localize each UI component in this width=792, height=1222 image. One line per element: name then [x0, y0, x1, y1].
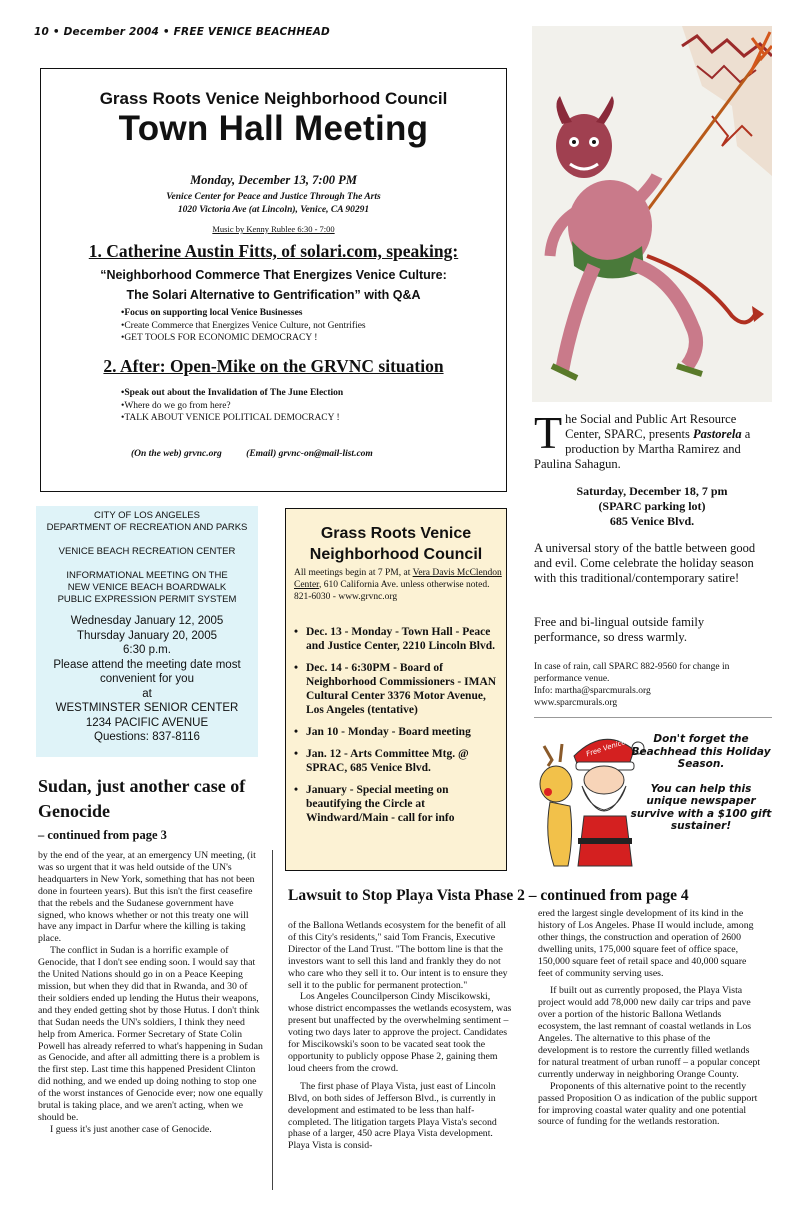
- list-item: • Dec. 13 - Monday - Town Hall - Peace and Justice Center, 2210 Lincoln Blvd.: [294, 625, 506, 653]
- sparc-event-details: [534, 484, 770, 529]
- bullet: •Create Commerce that Energizes Venice Culture, not Gentrifies: [121, 320, 366, 331]
- schedule-title-line: Neighborhood Council: [309, 546, 483, 563]
- paragraph: The first phase of Playa Vista, just east of Lincoln Blvd, on both sides of Jefferson Blvd., is currently in development and estimated to be less than half-completed. The litigation targets Playa Vista's second phase of a larger, 450 acre Playa Vista development. Playa Vista is consid-: [288, 1080, 497, 1152]
- talk-title-line: “Neighborhood Commerce That Energizes Venice Culture:: [100, 268, 447, 282]
- sparc-performance-note: Free and bi-lingual outside family performance, so dress warmly.: [534, 615, 705, 644]
- town-hall-box: [40, 68, 507, 492]
- web-address: (On the web) grvnc.org: [131, 449, 222, 459]
- sparc-intro: [534, 407, 774, 472]
- detail-line: Please attend the meeting date most: [53, 658, 241, 671]
- section-1-heading: 1. Catherine Austin Fitts, of solari.com, speaking:: [88, 241, 459, 261]
- divider: [534, 717, 772, 718]
- bullet: •Focus on supporting local Venice Businesses: [121, 308, 303, 318]
- paragraph: of the Ballona Wetlands ecosystem for the benefit of all of this City's residents," said Tom Francis, Executive Director of the Land Trust. "The bottom line is that the investors want to sell this land and frankly they do not who care who they sell it to. Our intent is to ensure they sell it to the public for permanent protection.": [288, 920, 508, 991]
- grvnc-schedule-box: [285, 508, 507, 871]
- town-hall-venue: [41, 191, 506, 217]
- sparc-description: A universal story of the battle between good and evil. Come celebrate the holiday season with this traditional/contemporary satire!: [534, 541, 756, 585]
- time-line: 6:30 p.m.: [123, 644, 171, 656]
- section-2-bullets: [121, 387, 343, 425]
- venue-line: 1234 PACIFIC AVENUE: [85, 716, 209, 729]
- meeting-topic: [36, 570, 258, 606]
- recreation-center: VENICE BEACH RECREATION CENTER: [58, 546, 236, 557]
- detail-line: convenient for you: [100, 673, 194, 685]
- website: www.sparcmurals.org: [534, 698, 618, 708]
- bullet: •Where do we go from here?: [121, 400, 231, 411]
- email-address: (Email) grvnc-on@mail-list.com: [246, 449, 373, 459]
- paragraph: Proponents of this alternative point to the recently passed Proposition O as indication of the public support for improving coastal water quality and one potential source of funding for the wetlands restoration.: [538, 1080, 758, 1128]
- devil-illustration: [532, 26, 772, 402]
- talk-title: [41, 265, 506, 305]
- intro-text: , 610 California Ave. unless otherwise noted. 821-6030 - www.grvnc.org: [294, 580, 490, 602]
- paragraph: If built out as currently proposed, the Playa Vista project would add 78,000 new daily car trips and pave over a portion of the historic Ballona Wetlands ecosystem, the last remnant of coastal wetlands in Los Angeles. The alternative to this phase of the development is to restore the currently filled wetlands for natural treatment of urban runoff – a popular concept currently underway in neighboring Orange County.: [538, 985, 761, 1080]
- city-line: DEPARTMENT OF RECREATION AND PARKS: [46, 522, 248, 533]
- paragraph: I guess it's just another case of Genocide.: [50, 1123, 212, 1135]
- sparc-intro-tail: a production by Martha Ramirez and Paulina Sahagun.: [534, 427, 751, 471]
- drop-cap: T: [534, 407, 563, 458]
- lawsuit-column-1: [288, 920, 512, 1152]
- talk-title-line: The Solari Alternative to Gentrification” with Q&A: [126, 288, 421, 302]
- lawsuit-column-2: [538, 908, 762, 1128]
- column-divider: [272, 850, 273, 1190]
- sparc-intro-text: he Social and Public Art Resource Center, SPARC, presents: [565, 412, 737, 441]
- list-item: • Jan. 12 - Arts Committee Mtg. @ SPRAC, 685 Venice Blvd.: [294, 747, 506, 775]
- sudan-headline: Sudan, just another case of Genocide: [38, 776, 246, 821]
- sudan-body: [38, 850, 264, 1136]
- lawsuit-headline: Lawsuit to Stop Playa Vista Phase 2 – continued from page 4: [288, 887, 689, 904]
- city-notice-box: [36, 506, 258, 757]
- bullet: •GET TOOLS FOR ECONOMIC DEMOCRACY !: [121, 333, 318, 343]
- music-note: Music by Kenny Rublee 6:30 - 7:00: [212, 224, 335, 234]
- list-item: • Dec. 14 - 6:30PM - Board of Neighborhood Commissioners - IMAN Cultural Center 3376 Motor Avenue, Los Angeles (tentative): [294, 661, 506, 717]
- topic-line: PUBLIC EXPRESSION PERMIT SYSTEM: [57, 594, 237, 605]
- ad-line-1: Don't forget the Beachhead this Holiday Season.: [631, 733, 771, 770]
- paragraph: ered the largest single development of its kind in the history of Los Angeles. Phase II would include, among other things, the construction and operation of 2600 dwelling units, 175,000 square feet of office space, 150,000 square feet of retail space and 40,000 square feet of community serving uses.: [538, 908, 754, 979]
- contact-line: [131, 449, 395, 459]
- info-email: Info: martha@sparcmurals.org: [534, 686, 651, 696]
- bullet: •Speak out about the Invalidation of The June Election: [121, 388, 344, 398]
- town-hall-date: Monday, December 13, 7:00 PM: [190, 173, 357, 187]
- sparc-contact: [534, 661, 770, 709]
- town-hall-org: Grass Roots Venice Neighborhood Council: [99, 89, 448, 108]
- schedule-list: [294, 625, 506, 833]
- list-item: • Jan 10 - Monday - Board meeting: [294, 725, 506, 739]
- date-line: Wednesday January 12, 2005: [70, 615, 224, 627]
- section-1-bullets: [121, 307, 366, 345]
- intro-text: All meetings begin at 7 PM, at: [294, 568, 411, 578]
- venue-line: WESTMINSTER SENIOR CENTER: [55, 702, 239, 714]
- schedule-intro: [294, 567, 502, 603]
- schedule-title-line: Grass Roots Venice: [320, 525, 472, 542]
- section-2-heading: 2. After: Open-Mike on the GRVNC situation: [103, 356, 444, 376]
- paragraph: The conflict in Sudan is a horrific example of Genocide, that I don't see ending soon. I would say that the United Nations should go in on a Peace Keeping mission, but when they did that in Rwanda, and 30 of their soldiers ended up lending the Hutus their weapons, and they ended getting shot by those Hutus. I don't think that Sudan needs the UN's soldiers, I think they need help from America. Former Secretary of State Colin Powell has already referred to what's happening in Sudan as Genocide, and after all admitting there is a problem is the first step. Last time this happened President Clinton did nothing, and we ended up doing nothing to stop one of the worst instances of Genocide ever; now one equally brutal is taking place, and we aren't acting, when we should be.: [38, 945, 263, 1123]
- city-header: [36, 510, 258, 534]
- date-line: Thursday January 20, 2005: [76, 629, 217, 642]
- paragraph: by the end of the year, at an emergency UN meeting, (it was so urgent that it was held outside of the UN's headquarters in New York, something that has not been done in fourteen years). But this isn't the first ceasefire that the rebels and the Sudanese government have signed, who knows whether or not this treaty one will have any impact in Darfur where the killing is taking place.: [38, 850, 256, 945]
- sudan-subhead: – continued from page 3: [38, 828, 167, 842]
- show-title: Pastorela: [692, 427, 742, 441]
- paragraph: Los Angeles Councilperson Cindy Miscikowski, whose district encompasses the wetlands ecosystem, was present but unaffected by the overwhelming sentiment – voting two days later to approve the project. Candidates for Miscikowski's soon to be vacated seat took the opportunity to publicly oppose Phase 2, gaining them loud cheers from the crowd.: [288, 991, 512, 1074]
- schedule-title: [286, 523, 506, 565]
- topic-line: INFORMATIONAL MEETING ON THE: [66, 570, 228, 581]
- meeting-venue: Vera Davis McClendon Center: [294, 568, 502, 590]
- event-address: 685 Venice Blvd.: [609, 514, 695, 528]
- meeting-details: [36, 614, 258, 745]
- city-line: CITY OF LOS ANGELES: [94, 510, 200, 521]
- page-header: 10 • December 2004 • FREE VENICE BEACHHEAD: [34, 26, 330, 38]
- venue-line: 1020 Victoria Ave (at Lincoln), Venice, CA 90291: [177, 205, 370, 215]
- detail-line: at: [142, 687, 152, 700]
- venue-line: Venice Center for Peace and Justice Through The Arts: [166, 192, 381, 202]
- ad-line-2: You can help this unique newspaper survive with a $100 gift sustainer!: [630, 782, 772, 832]
- topic-line: NEW VENICE BEACH BOARDWALK: [67, 582, 227, 593]
- event-date: Saturday, December 18, 7 pm: [576, 484, 728, 498]
- list-item: • January - Special meeting on beautifying the Circle at Windward/Main - call for info: [294, 783, 506, 825]
- town-hall-title: Town Hall Meeting: [118, 109, 429, 148]
- bullet: •TALK ABOUT VENICE POLITICAL DEMOCRACY !: [121, 413, 340, 423]
- rain-note: In case of rain, call SPARC 882-9560 for change in performance venue.: [534, 662, 730, 684]
- phone-line: Questions: 837-8116: [94, 731, 200, 743]
- event-location: (SPARC parking lot): [598, 499, 706, 513]
- beachhead-donation-ad: [630, 733, 772, 833]
- santa-hat-text: Free Venice: [585, 738, 627, 759]
